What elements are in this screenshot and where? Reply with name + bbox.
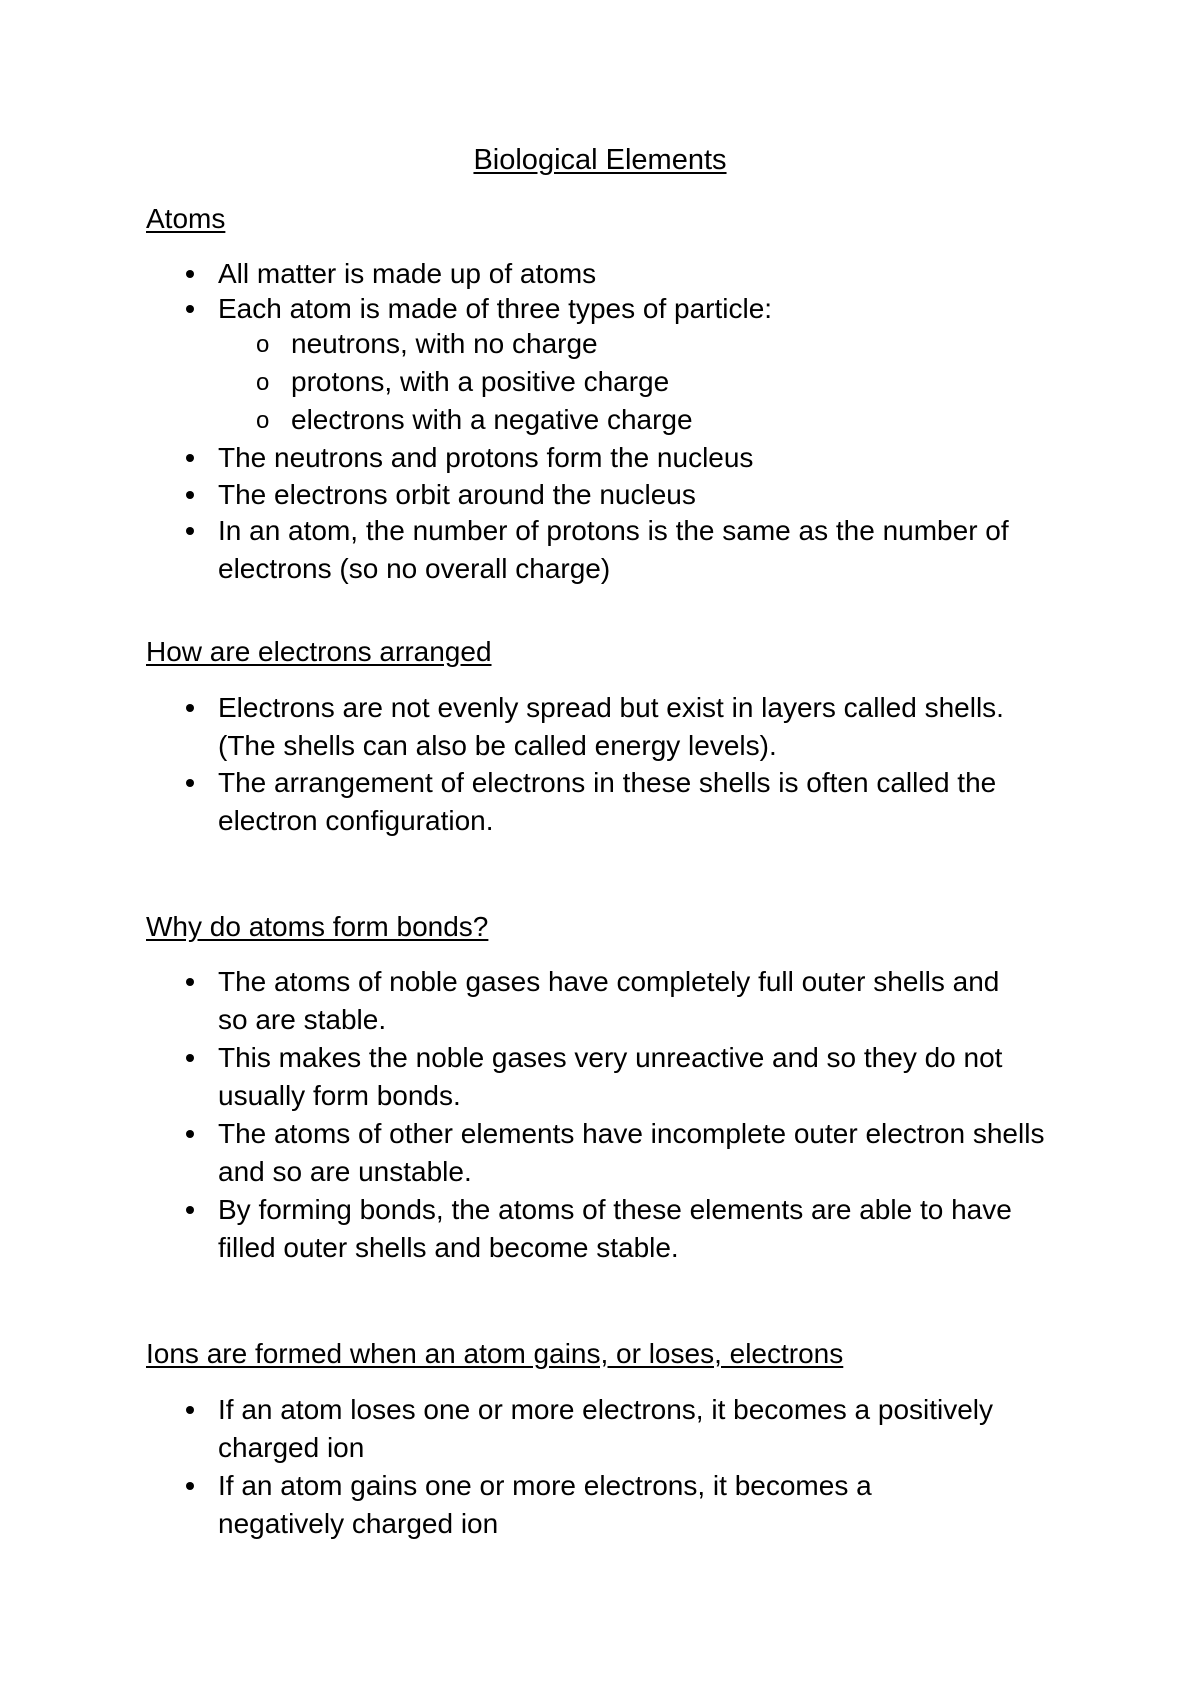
bullet-marker (183, 1391, 197, 1428)
list-item: If an atom gains one or more electrons, it becomes a negatively charged ion (218, 1470, 872, 1539)
list-item: This makes the noble gases very unreactive and so they do not usually form bonds. (218, 1042, 1003, 1111)
sub-bullet-marker: o (256, 369, 270, 396)
section-heading-atoms: Atoms (146, 203, 226, 234)
list-item: The atoms of other elements have incomplete outer electron shells and so are unstable. (218, 1118, 1045, 1187)
list-item: The arrangement of electrons in these shells is often called the electron configuration. (218, 767, 997, 836)
bullet-marker (183, 476, 197, 513)
bullet-marker (183, 1467, 197, 1504)
list-item: In an atom, the number of protons is the same as the number of electrons (so no overall charge) (218, 515, 1009, 584)
bullet-marker (183, 764, 197, 801)
bullet-marker (183, 1191, 197, 1228)
section-heading-electron-arrangement: How are electrons arranged (146, 636, 492, 667)
bullet-marker (183, 689, 197, 726)
list-item: By forming bonds, the atoms of these elements are able to have filled outer shells and become stable. (218, 1194, 1012, 1263)
section-heading-bonds: Why do atoms form bonds? (146, 911, 489, 942)
list-item: The neutrons and protons form the nucleus (218, 442, 754, 473)
sub-bullet-marker: o (256, 331, 270, 358)
bullet-marker (183, 439, 197, 476)
list-item: Electrons are not evenly spread but exist in layers called shells. (The shells can also be called energy levels). (218, 692, 1004, 761)
bullet-marker (183, 1115, 197, 1152)
list-item: If an atom loses one or more electrons, it becomes a positively charged ion (218, 1394, 994, 1463)
document-title: Biological Elements (473, 144, 727, 176)
bullet-marker (183, 1039, 197, 1076)
bullet-marker (183, 963, 197, 1000)
sub-list-item: neutrons, with no charge (291, 328, 598, 359)
list-item: The electrons orbit around the nucleus (218, 479, 696, 510)
bullet-marker (183, 512, 197, 549)
bullet-marker (183, 290, 197, 327)
sub-bullet-marker: o (256, 407, 270, 434)
list-item: The atoms of noble gases have completely full outer shells and so are stable. (218, 966, 1000, 1035)
section-heading-ions: Ions are formed when an atom gains, or loses, electrons (146, 1338, 844, 1369)
list-item: All matter is made up of atoms (218, 258, 597, 289)
sub-list-item: protons, with a positive charge (291, 366, 670, 397)
bullet-marker (183, 255, 197, 292)
sub-list-item: electrons with a negative charge (291, 404, 693, 435)
list-item: Each atom is made of three types of particle: (218, 293, 773, 324)
